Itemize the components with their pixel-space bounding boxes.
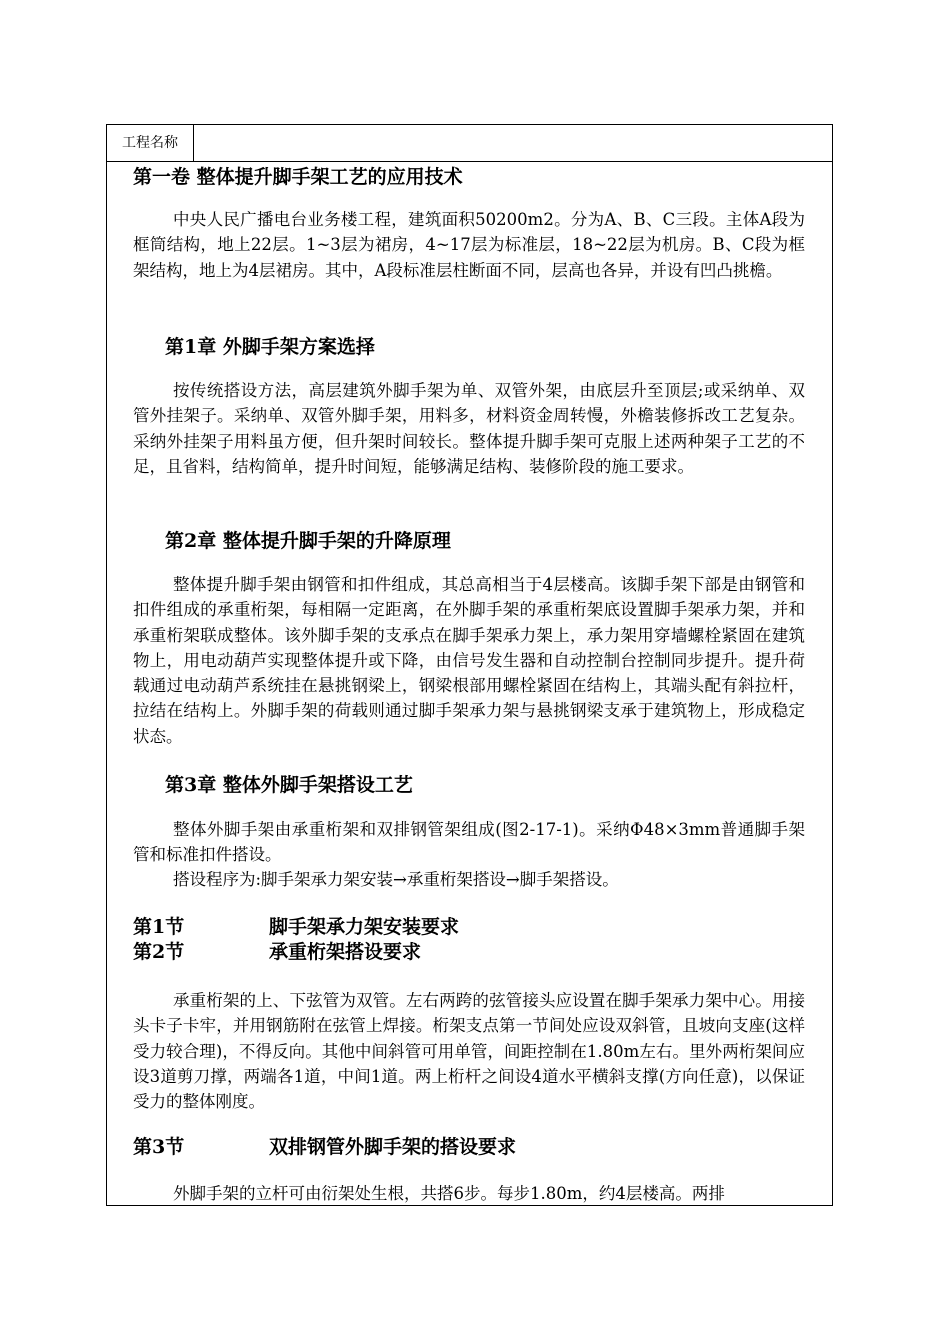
section-3-title: 双排钢管外脚手架的搭设要求 [269, 1136, 517, 1158]
section-2-number: 第2节 [133, 941, 185, 963]
project-name-row [107, 125, 832, 162]
chapter-3-procedure: 搭设程序为:脚手架承力架安装→承重桁架搭设→脚手架搭设。 [173, 870, 619, 889]
project-name-label: 工程名称 [107, 125, 194, 161]
chapter-1-title: 第1章 外脚手架方案选择 [165, 336, 375, 358]
chapter-3-paragraph: 整体外脚手架由承重桁架和双排钢管架组成(图2-17-1)。采纳Φ48×3mm普通脚手架管和标准扣件搭设。 [133, 820, 805, 865]
project-name-value[interactable] [194, 125, 832, 161]
section-3-number: 第3节 [133, 1136, 185, 1158]
intro-paragraph: 中央人民广播电台业务楼工程，建筑面积50200m2。分为A、B、C三段。主体A段为框筒结构，地上22层。1~3层为裙房，4~17层为标准层，18~22层为机房。B、C段为框架结构，地上为4层裙房。其中，A段标准层柱断面不同，层高也各异，并设有凹凸挑檐。 [133, 210, 805, 280]
section-1-number: 第1节 [133, 916, 185, 938]
chapter-2-paragraph: 整体提升脚手架由钢管和扣件组成，其总高相当于4层楼高。该脚手架下部是由钢管和扣件组成的承重桁架，每相隔一定距离，在外脚手架的承重桁架底设置脚手架承力架，并和承重桁架联成整体。该外脚手架的支承点在脚手架承力架上，承力架用穿墙螺栓紧固在建筑物上，用电动葫芦实现整体提升或下降，由信号发生器和自动控制台控制同步提升。提升荷载通过电动葫芦系统挂在悬挑钢梁上，钢梁根部用螺栓紧固在结构上，其端头配有斜拉杆，拉结在结构上。外脚手架的荷载则通过脚手架承力架与悬挑钢梁支承于建筑物上，形成稳定状态。 [133, 575, 805, 746]
document-frame [106, 124, 833, 1206]
section-2-title: 承重桁架搭设要求 [269, 941, 422, 963]
document-body [107, 162, 832, 1205]
chapter-3-title: 第3章 整体外脚手架搭设工艺 [165, 774, 413, 796]
chapter-1-paragraph: 按传统搭设方法，高层建筑外脚手架为单、双管外架，由底层升至顶层;或采纳单、双管外挂架子。采纳单、双管外脚手架，用料多，材料资金周转慢，外檐装修拆改工艺复杂。采纳外挂架子用料虽方便，但升架时间较长。整体提升脚手架可克服上述两种架子工艺的不足，且省料，结构简单，提升时间短，能够满足结构、装修阶段的施工要求。 [133, 381, 805, 476]
section-2-paragraph: 承重桁架的上、下弦管为双管。左右两跨的弦管接头应设置在脚手架承力架中心。用接头卡子卡牢，并用钢筋附在弦管上焊接。桁架支点第一节间处应设双斜管，且坡向支座(这样受力较合理)，不得反向。其他中间斜管可用单管，间距控制在1.80m左右。里外两桁架间应设3道剪刀撑，两端各1道，中间1道。两上桁杆之间设4道水平横斜支撑(方向任意)，以保证受力的整体刚度。 [133, 991, 805, 1112]
section-3-paragraph: 外脚手架的立杆可由衍架处生根，共搭6步。每步1.80m，约4层楼高。两排 [173, 1184, 725, 1203]
chapter-2-title: 第2章 整体提升脚手架的升降原理 [165, 530, 451, 552]
section-1-title: 脚手架承力架安装要求 [269, 916, 460, 938]
volume-title: 第一卷 整体提升脚手架工艺的应用技术 [133, 166, 463, 188]
